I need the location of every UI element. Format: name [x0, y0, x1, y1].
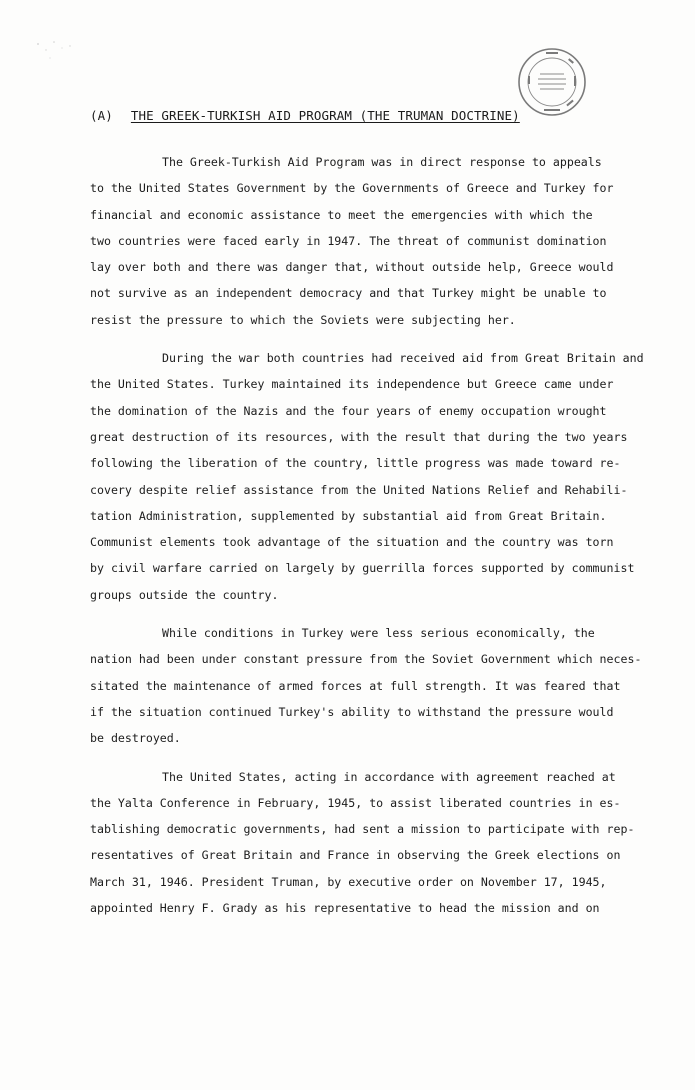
text-line: groups outside the country.	[90, 587, 279, 602]
text-line: resentatives of Great Britain and France in observing the Greek elections on	[90, 848, 621, 863]
text-line: to the United States Government by the Governments of Greece and Turkey for	[90, 181, 614, 196]
paragraph-2	[90, 345, 650, 608]
text-line: resist the pressure to which the Soviets were subjecting her.	[90, 312, 516, 327]
text-line: the United States. Turkey maintained its independence but Greece came under	[90, 377, 614, 392]
text-line: tablishing democratic governments, had sent a mission to participate with rep-	[90, 822, 635, 837]
text-line: appointed Henry F. Grady as his representative to head the mission and on	[90, 901, 600, 916]
text-line: Communist elements took advantage of the situation and the country was torn	[90, 535, 614, 550]
paragraph-4	[90, 764, 650, 922]
text-line: While conditions in Turkey were less serious economically, the	[162, 626, 595, 641]
section-marker: (A)	[90, 108, 113, 123]
paragraph-1	[90, 149, 650, 333]
document-title: THE GREEK-TURKISH AID PROGRAM (THE TRUMAN DOCTRINE)	[130, 108, 520, 123]
text-line: two countries were faced early in 1947. The threat of communist domination	[90, 233, 607, 248]
text-line: by civil warfare carried on largely by guerrilla forces supported by communist	[90, 561, 635, 576]
text-line: sitated the maintenance of armed forces at full strength. It was feared that	[90, 678, 621, 693]
section-heading	[90, 108, 610, 123]
paragraph-3	[90, 620, 650, 751]
text-line: nation had been under constant pressure from the Soviet Government which neces-	[90, 652, 642, 667]
text-line: following the liberation of the country, little progress was made toward re-	[90, 456, 621, 471]
text-line: lay over both and there was danger that, without outside help, Greece would	[90, 260, 614, 275]
text-line: financial and economic assistance to meet the emergencies with which the	[90, 207, 593, 222]
text-line: March 31, 1946. President Truman, by executive order on November 17, 1945,	[90, 874, 607, 889]
paper-smudge	[28, 30, 88, 70]
text-line: During the war both countries had received aid from Great Britain and	[162, 351, 644, 366]
text-line: the domination of the Nazis and the four years of enemy occupation wrought	[90, 403, 607, 418]
text-line: not survive as an independent democracy and that Turkey might be unable to	[90, 286, 607, 301]
text-line: The United States, acting in accordance with agreement reached at	[162, 769, 616, 784]
text-line: if the situation continued Turkey's ability to withstand the pressure would	[90, 704, 614, 719]
text-line: be destroyed.	[90, 731, 181, 746]
text-line: tation Administration, supplemented by substantial aid from Great Britain.	[90, 508, 607, 523]
text-line: great destruction of its resources, with the result that during the two years	[90, 429, 628, 444]
text-line: the Yalta Conference in February, 1945, to assist liberated countries in es-	[90, 795, 621, 810]
text-line: covery despite relief assistance from the United Nations Relief and Rehabili-	[90, 482, 628, 497]
text-line: The Greek-Turkish Aid Program was in direct response to appeals	[162, 155, 602, 169]
document-body	[90, 149, 650, 933]
